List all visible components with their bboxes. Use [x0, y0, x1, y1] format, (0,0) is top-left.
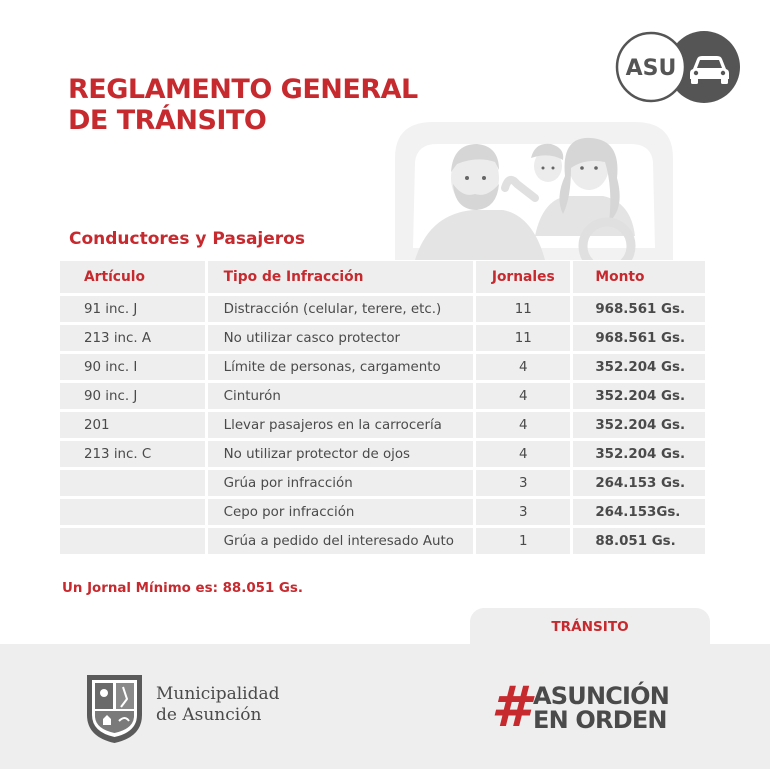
cell-articulo — [60, 470, 205, 496]
cell-articulo: 91 inc. J — [60, 296, 205, 322]
header-articulo: Artículo — [60, 261, 205, 293]
infractions-table — [57, 258, 708, 557]
page-title — [68, 74, 418, 136]
hashtag-text — [533, 684, 669, 732]
municipality-line-2: de Asunción — [156, 705, 262, 725]
municipality-line-1: Municipalidad — [156, 684, 280, 704]
header-tipo: Tipo de Infracción — [208, 261, 474, 293]
cell-tipo: No utilizar casco protector — [208, 325, 474, 351]
cell-monto: 968.561 Gs. — [573, 296, 705, 322]
table-row — [60, 499, 705, 525]
section-subtitle: Conductores y Pasajeros — [69, 229, 305, 249]
cell-articulo — [60, 499, 205, 525]
table-row — [60, 383, 705, 409]
header-monto: Monto — [573, 261, 705, 293]
cell-tipo: Grúa a pedido del interesado Auto — [208, 528, 474, 554]
cell-articulo: 90 inc. J — [60, 383, 205, 409]
table-row — [60, 412, 705, 438]
cell-tipo: Cepo por infracción — [208, 499, 474, 525]
title-line-2: DE TRÁNSITO — [68, 105, 267, 136]
cell-tipo: Llevar pasajeros en la carrocería — [208, 412, 474, 438]
cell-tipo: Grúa por infracción — [208, 470, 474, 496]
cell-jornales: 4 — [476, 383, 570, 409]
cell-jornales: 11 — [476, 296, 570, 322]
title-line-1: REGLAMENTO GENERAL — [68, 74, 418, 105]
header-jornales: Jornales — [476, 261, 570, 293]
table-row — [60, 325, 705, 351]
cell-monto: 968.561 Gs. — [573, 325, 705, 351]
cell-monto: 352.204 Gs. — [573, 441, 705, 467]
table-header-row — [60, 261, 705, 293]
cell-jornales: 4 — [476, 441, 570, 467]
cell-tipo: Límite de personas, cargamento — [208, 354, 474, 380]
cell-tipo: Distracción (celular, terere, etc.) — [208, 296, 474, 322]
table-row — [60, 296, 705, 322]
cell-articulo — [60, 528, 205, 554]
cell-monto: 264.153 Gs. — [573, 470, 705, 496]
cell-articulo: 213 inc. C — [60, 441, 205, 467]
municipality-name — [156, 684, 280, 726]
minimum-wage-note: Un Jornal Mínimo es: 88.051 Gs. — [62, 581, 303, 596]
hashtag-line-2: EN ORDEN — [533, 706, 667, 734]
cell-jornales: 4 — [476, 354, 570, 380]
table-row — [60, 354, 705, 380]
table-row — [60, 528, 705, 554]
cell-tipo: No utilizar protector de ojos — [208, 441, 474, 467]
table-row — [60, 441, 705, 467]
cell-monto: 352.204 Gs. — [573, 354, 705, 380]
cell-monto: 264.153Gs. — [573, 499, 705, 525]
car-illustration — [385, 118, 685, 260]
cell-tipo: Cinturón — [208, 383, 474, 409]
cell-monto: 88.051 Gs. — [573, 528, 705, 554]
cell-monto: 352.204 Gs. — [573, 412, 705, 438]
badge-text: ASU — [625, 56, 677, 81]
cell-monto: 352.204 Gs. — [573, 383, 705, 409]
municipality-seal-icon — [83, 671, 146, 744]
hashtag-line-1: ASUNCIÓN — [533, 682, 670, 710]
hash-symbol: # — [491, 675, 530, 740]
cell-articulo: 213 inc. A — [60, 325, 205, 351]
cell-jornales: 1 — [476, 528, 570, 554]
cell-jornales: 3 — [476, 499, 570, 525]
table-row — [60, 470, 705, 496]
hashtag-logo — [491, 675, 701, 740]
cell-jornales: 4 — [476, 412, 570, 438]
transito-label: TRÁNSITO — [551, 619, 629, 635]
cell-jornales: 3 — [476, 470, 570, 496]
transito-tab — [470, 608, 710, 648]
cell-articulo: 90 inc. I — [60, 354, 205, 380]
asu-badge — [615, 31, 740, 103]
cell-jornales: 11 — [476, 325, 570, 351]
cell-articulo: 201 — [60, 412, 205, 438]
